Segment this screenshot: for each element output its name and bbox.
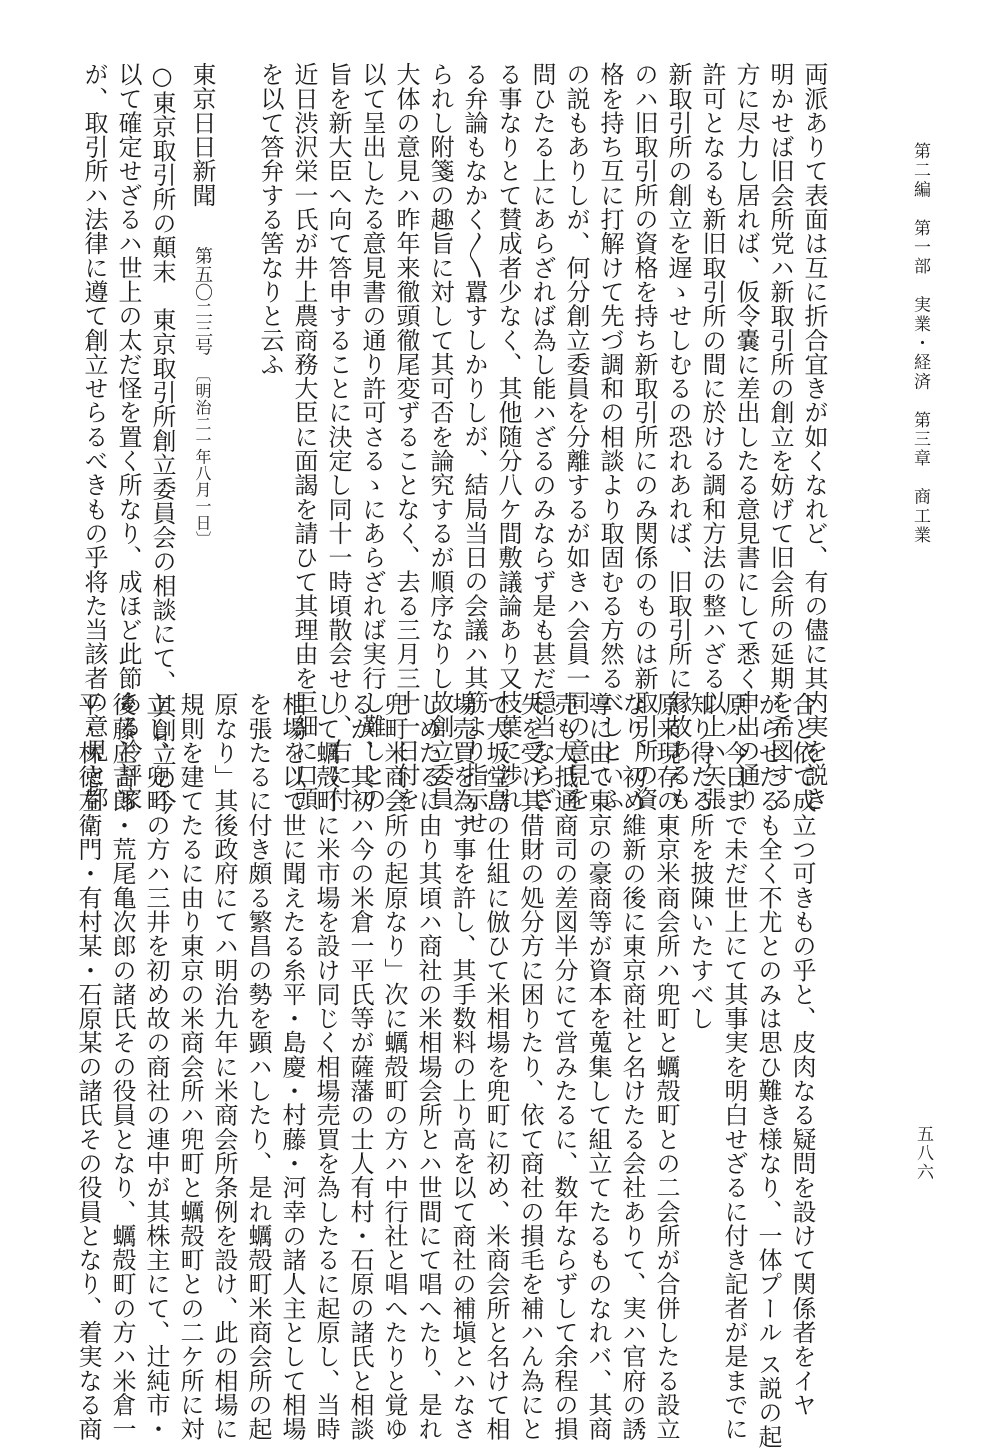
newspaper-name: 東京日日新聞	[188, 62, 216, 207]
text-column: 導に由て東京の豪商等が資本を蒐集して組立てたるものなれバ、其商	[584, 692, 612, 1441]
running-header: 第二編 第一部 実業・経済 第三章 商工業	[910, 142, 930, 546]
text-column: が、取引所ハ法律に遵て創立せらるべきもの乎将た当該者の意見と都	[80, 62, 108, 811]
text-column: 立し、兜町の方ハ三井を初め故の商社の連中が其株主にて、辻純市・	[142, 692, 170, 1441]
text-column: 失を受け其借財の処分方に困りたり、依て商社の損毛を補ハん為にと	[516, 692, 544, 1441]
text-column: 新取引所の創立を遅ゝせしむるの恐れあれば、旧取引所に縁故あるも	[664, 62, 692, 811]
text-column: 方に尽力し居れば、仮令嚢に差出したる意見書にして悉く申出の通り	[732, 62, 760, 811]
text-column: のハ旧取引所の資格を持ち新取引所にのみ関係のものは新取引所の資	[630, 62, 658, 811]
text-column: 問ひたる上にあらざれば為し能ハざるのみならず是も甚だ穏当ならざ	[528, 62, 556, 811]
text-column: て大坂堂島の仕組に倣ひて米相場を兜町に初め、米商会所と名けて相	[482, 692, 510, 1441]
text-column: 格を持ち互に打解けて先づ調和の相談より取固むる方然るべしといふ	[596, 62, 624, 811]
text-column: る事なりとて賛成者少なく、其他随分八ケ間敷議論あり又枝葉に渉れ	[494, 62, 522, 811]
text-column: 知り得たる所を披陳いたすべし	[686, 692, 714, 1031]
text-column: を張たるに付き頗る繁昌の勢を顕ハしたり、是れ蠣殻町米商会所の起	[244, 692, 272, 1441]
text-column: の説もありしが、何分創立委員を分離するが如きハ会員一同の意見を	[562, 62, 590, 811]
text-column: 旨を新大臣へ向て答申することに決定し同十一時頃散会せり、右に付	[324, 62, 352, 811]
text-column: る弁論もなかく〳〵囂すしかりしが、結局当日の会議ハ其筋より指示せ	[460, 62, 488, 835]
text-column: 大体の意見ハ昨年来徹頭徹尾変ずることなく、去る三月三十一日付を	[392, 62, 420, 811]
lower-text-block	[66, 692, 814, 1448]
text-column: 合と依て成立つ可きもの乎と、皮肉なる疑問を設けて関係者をイヤ	[788, 692, 816, 1417]
text-column: 相場を以て世に聞えたる糸平・島慶・村藤・河幸の諸人主として相場	[278, 692, 306, 1441]
text-column: 原来現存の東京米商会所ハ兜町と蠣殻町との二会所が合併したる設立	[652, 692, 680, 1441]
text-column: られし附箋の趣旨に対して其可否を論究するが順序なりし故創立委員	[426, 62, 454, 811]
text-column: 以て呈出したる意見書の通り許可さるゝにあらざれば実行し難しとの	[358, 62, 386, 811]
newspaper-date: 〔明治二一年八月一日〕	[193, 365, 212, 548]
text-column: しめたるに由り其頃ハ商社の米相場会所とハ世間にて唱へたり、是れ	[414, 692, 442, 1441]
text-column: 平・林徳左衛門・有村某・石原某の諸氏その役員となり、着実なる商	[74, 692, 102, 1441]
newspaper-issue: 第五〇二三号	[192, 246, 213, 356]
text-column: 以て確定せざるハ世上の太だ怪を置く所なり、成ほど此節ある冷評家	[114, 62, 142, 811]
text-column: 明かせば旧会所党ハ新取引所の創立を妨げて旧会所の延期を希図する	[766, 62, 794, 811]
text-column: 近日渋沢栄一氏が井上農商務大臣に面謁を請ひて其理由を巨細に口頭	[290, 62, 318, 811]
text-column: 兜町米商会所の起原なり」次に蠣殻町の方ハ中行社と唱へたりと覚ゆ	[380, 692, 408, 1441]
text-column: 両派ありて表面は互に折合宜きが如くなれど、有の儘に其内実を説き	[800, 62, 828, 811]
text-column: ○東京取引所の顛末 東京取引所創立委員会の相談にて、其創立の今	[148, 62, 176, 815]
text-column: がらせたるも全く不尤とのみは思ひ難き様なり、一体プール ス説の起	[754, 692, 782, 1448]
text-column: 後藤庄吉郎・荒尾亀次郎の諸氏その役員となり、蠣殻町の方ハ米倉一	[108, 692, 136, 1441]
page-number: 五八六	[913, 1125, 933, 1182]
text-column: なり、初め維新の後に東京商社と名けたる会社ありて、実ハ官府の誘	[618, 692, 646, 1441]
text-column: るが、其初ハ今の米倉一平氏等が薩藩の士人有村・石原の諸氏と相談	[346, 692, 374, 1441]
text-column: して蠣殻町に米市場を設け同じく相場売買を為したるに起原し、当時	[312, 692, 340, 1441]
text-column: 許可となるも新旧取引所の間に於ける調和方法の整ハざる以上ハ矢張	[698, 62, 726, 811]
text-column: 売も大抵通商司の差図半分にて営みたるに、数年ならずして余程の損	[550, 692, 578, 1441]
text-column: 原ハ今日まで未だ世上にて其事実を明白せざるに付き記者が是までに	[720, 692, 748, 1441]
text-column: を以て答弁する筈なりと云ふ	[256, 62, 284, 376]
text-column: 場売買を為す事を許し、其手数料の上り高を以て商社の補塡とハなさ	[448, 692, 476, 1441]
text-column: 原なり」其後政府にてハ明治九年に米商会所条例を設け、此の相場に	[210, 692, 238, 1441]
text-column: 規則を建てたるに由り東京の米商会所ハ兜町と蠣殻町との二ケ所に対	[176, 692, 204, 1441]
